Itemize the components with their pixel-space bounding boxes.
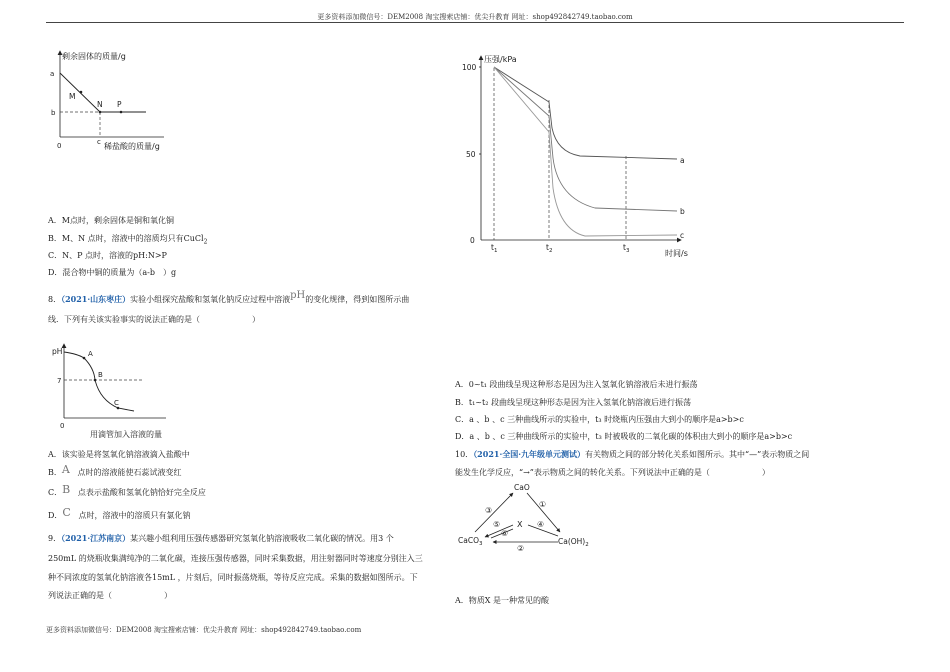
q8-line2 <box>48 314 260 325</box>
q10-line1-text: 有关物质之间的部分转化关系如图所示。其中“—”表示物质之间 <box>585 450 810 459</box>
label-1: ① <box>539 500 547 509</box>
graph-remaining-solid <box>42 45 182 157</box>
graph2-seven: 7 <box>57 377 62 385</box>
graph2-A-label: A <box>88 350 93 358</box>
t3-label-t: t <box>623 243 626 252</box>
graph3-y100: 100 <box>462 63 477 72</box>
q7-option-c: C．N、P 点时，溶液的pH:N>P <box>48 251 167 260</box>
q8-line2-text: 线．下列有关该实验事实的说法正确的是（ <box>48 315 200 324</box>
graph2-xlabel: 用滴管加入溶液的量 <box>90 430 162 439</box>
graph2-C-label: C <box>114 399 119 407</box>
q8-option-d <box>48 507 190 521</box>
q8-option-c-prefix: C． <box>48 488 63 497</box>
q8-option-a: A．该实验是将氢氧化钠溶液滴入盐酸中 <box>48 450 190 459</box>
caoh2-label <box>558 537 589 548</box>
graph1-ylabel: 剩余固体的质量/g <box>62 52 126 61</box>
t2-label-t: t <box>546 243 549 252</box>
q8-option-b-text: 点时的溶液能使石蕊试液变红 <box>77 468 182 477</box>
graph1-b-label: b <box>51 109 56 117</box>
t2-label <box>546 243 552 254</box>
q9-number: 9． <box>48 534 62 543</box>
curve-b <box>494 67 677 211</box>
q8-paren-close: ） <box>252 315 260 324</box>
conversion-diagram <box>455 480 605 552</box>
t1-label-sub: 1 <box>493 248 498 254</box>
q8-source: （2021·山东枣庄） <box>61 294 131 304</box>
q8-text-before: 实验小组探究盐酸和氢氧化钠反应过程中溶液 <box>130 295 291 304</box>
q9-option-d: D．a 、b 、c 三种曲线所示的实验中，t₃ 时被吸收的二氧化碳的体积由大到小的顺序是a>b>c <box>455 432 793 441</box>
q10-line2 <box>455 467 770 478</box>
q8-line1 <box>48 290 409 305</box>
q9-line3: 种不同浓度的氢氧化钠溶液各15mL ，片刻后，同时振荡烧瓶，等待反应完成。采集的数据如图所示。下 <box>48 573 418 582</box>
q10-source: （2021·全国·九年级单元测试） <box>473 449 586 459</box>
graph1-N-label: N <box>97 100 103 109</box>
point-P <box>120 111 123 114</box>
caco3-label <box>458 536 483 547</box>
q10-line1 <box>455 449 809 460</box>
curve-a <box>494 67 677 159</box>
caco3-text: CaCO <box>458 536 479 545</box>
q7-option-b <box>48 233 207 248</box>
q9-line4-text: 列说法正确的是（ <box>48 591 112 600</box>
t1-label <box>491 243 497 254</box>
q8-number: 8． <box>48 295 62 304</box>
q9-source: （2021·江苏南京） <box>61 533 131 543</box>
graph-pressure-time <box>455 48 700 260</box>
graph3-xlabel: 时间/s <box>665 249 688 258</box>
graph2-origin: 0 <box>60 422 65 430</box>
t2-label-sub: 2 <box>548 248 553 254</box>
graph2-B-label: B <box>98 371 103 379</box>
q9-line2: 250mL 的烧瓶收集满纯净的二氧化碳，连接压强传感器，同时采集数据，用注射器同时等速度分别注入三 <box>48 554 423 563</box>
q7-option-d: D．混合物中铜的质量为（a-b ）g <box>48 268 177 277</box>
page-footer: 更多资料添加微信号：DEM2008 淘宝搜索店铺：优尖升教育 网址：shop492842749.taobao.com <box>46 626 362 634</box>
q8-inline-ph: pH <box>290 290 306 301</box>
q9-paren-close: ） <box>164 591 172 600</box>
label-3: ③ <box>485 506 493 515</box>
caoh2-sub: 2 <box>585 542 589 548</box>
graph1-origin: 0 <box>57 142 62 150</box>
graph2-ylabel: pH <box>52 347 63 356</box>
q9-line1-text: 某兴趣小组利用压强传感器研究氢氧化钠溶液吸收二氧化碳的情况。用3 个 <box>130 534 394 543</box>
q10-line2-text: 能发生化学反应，“→”表示物质之间的转化关系。下列说法中正确的是（ <box>455 468 710 477</box>
q9-line1 <box>48 533 394 544</box>
ph-curve <box>64 352 134 411</box>
point-B <box>94 379 97 382</box>
label-2: ② <box>517 544 525 552</box>
q7-option-b-sub: 2 <box>203 238 208 246</box>
page-header: 更多资料添加微信号：DEM2008 淘宝搜索店铺：优尖升教育 网址：shop492842749.taobao.com <box>317 13 633 21</box>
point-C <box>117 407 120 410</box>
q8-option-b-glyph: A <box>61 463 70 476</box>
q7-option-a: A．M点时，剩余固体是铜和氧化铜 <box>48 216 174 225</box>
caoh2-text: Ca(OH) <box>558 537 586 546</box>
graph1-xlabel: 稀盐酸的质量/g <box>104 142 160 151</box>
graph-ph-curve <box>48 338 198 442</box>
caco3-sub: 3 <box>478 541 483 547</box>
t3-label-sub: 3 <box>625 248 630 254</box>
q8-option-b <box>48 464 181 478</box>
curve-a-label: a <box>680 156 685 165</box>
graph3-ylabel: 压强/kPa <box>484 55 517 64</box>
q9-line4 <box>48 590 172 601</box>
graph1-M-label: M <box>69 92 76 101</box>
graph3-y0: 0 <box>470 236 475 245</box>
q9-option-b: B．t₁~t₂ 段曲线呈现这种形态是因为注入氢氧化钠溶液后进行振荡 <box>455 398 691 407</box>
q8-option-c <box>48 484 206 498</box>
curve-c <box>494 67 677 236</box>
graph3-y50: 50 <box>466 150 476 159</box>
header-rule <box>46 22 904 23</box>
label-6: ⑥ <box>501 529 509 538</box>
q8-option-d-prefix: D． <box>48 511 63 520</box>
point-N <box>99 111 102 114</box>
curve-b-label: b <box>680 207 685 216</box>
t3-label <box>623 243 630 254</box>
q8-option-b-prefix: B． <box>48 468 62 477</box>
curve-c-label: c <box>680 231 685 240</box>
label-4: ④ <box>537 520 545 529</box>
q8-option-c-text: 点表示盐酸和氢氧化钠恰好完全反应 <box>77 488 206 497</box>
q10-number: 10． <box>455 450 474 459</box>
graph1-a-label: a <box>50 70 55 78</box>
point-M <box>80 91 83 94</box>
graph1-c-label: c <box>97 138 101 146</box>
x-label: X <box>517 520 523 529</box>
q9-option-a: A．0~t₁ 段曲线呈现这种形态是因为注入氢氧化钠溶液后未进行振荡 <box>455 380 698 389</box>
t1-label-t: t <box>491 243 494 252</box>
q8-text-after: 的变化规律，得到如图所示曲 <box>305 295 410 304</box>
q9-option-c: C．a 、b 、c 三种曲线所示的实验中，t₃ 时烧瓶内压强由大到小的顺序是a>b>c <box>455 415 744 424</box>
point-A <box>83 357 86 360</box>
q10-option-a: A．物质X 是一种常见的酸 <box>455 596 550 605</box>
graph1-P-label: P <box>117 100 122 109</box>
q8-option-d-glyph: C <box>62 506 71 519</box>
q7-option-b-text: B．M、N 点时，溶液中的溶质均只有CuCl <box>48 234 204 243</box>
cao-label: CaO <box>514 483 530 492</box>
q8-option-c-glyph: B <box>62 483 71 496</box>
q8-option-d-text: 点时，溶液中的溶质只有氯化钠 <box>78 511 191 520</box>
q10-paren-close: ） <box>761 468 770 477</box>
label-5: ⑤ <box>493 520 501 529</box>
